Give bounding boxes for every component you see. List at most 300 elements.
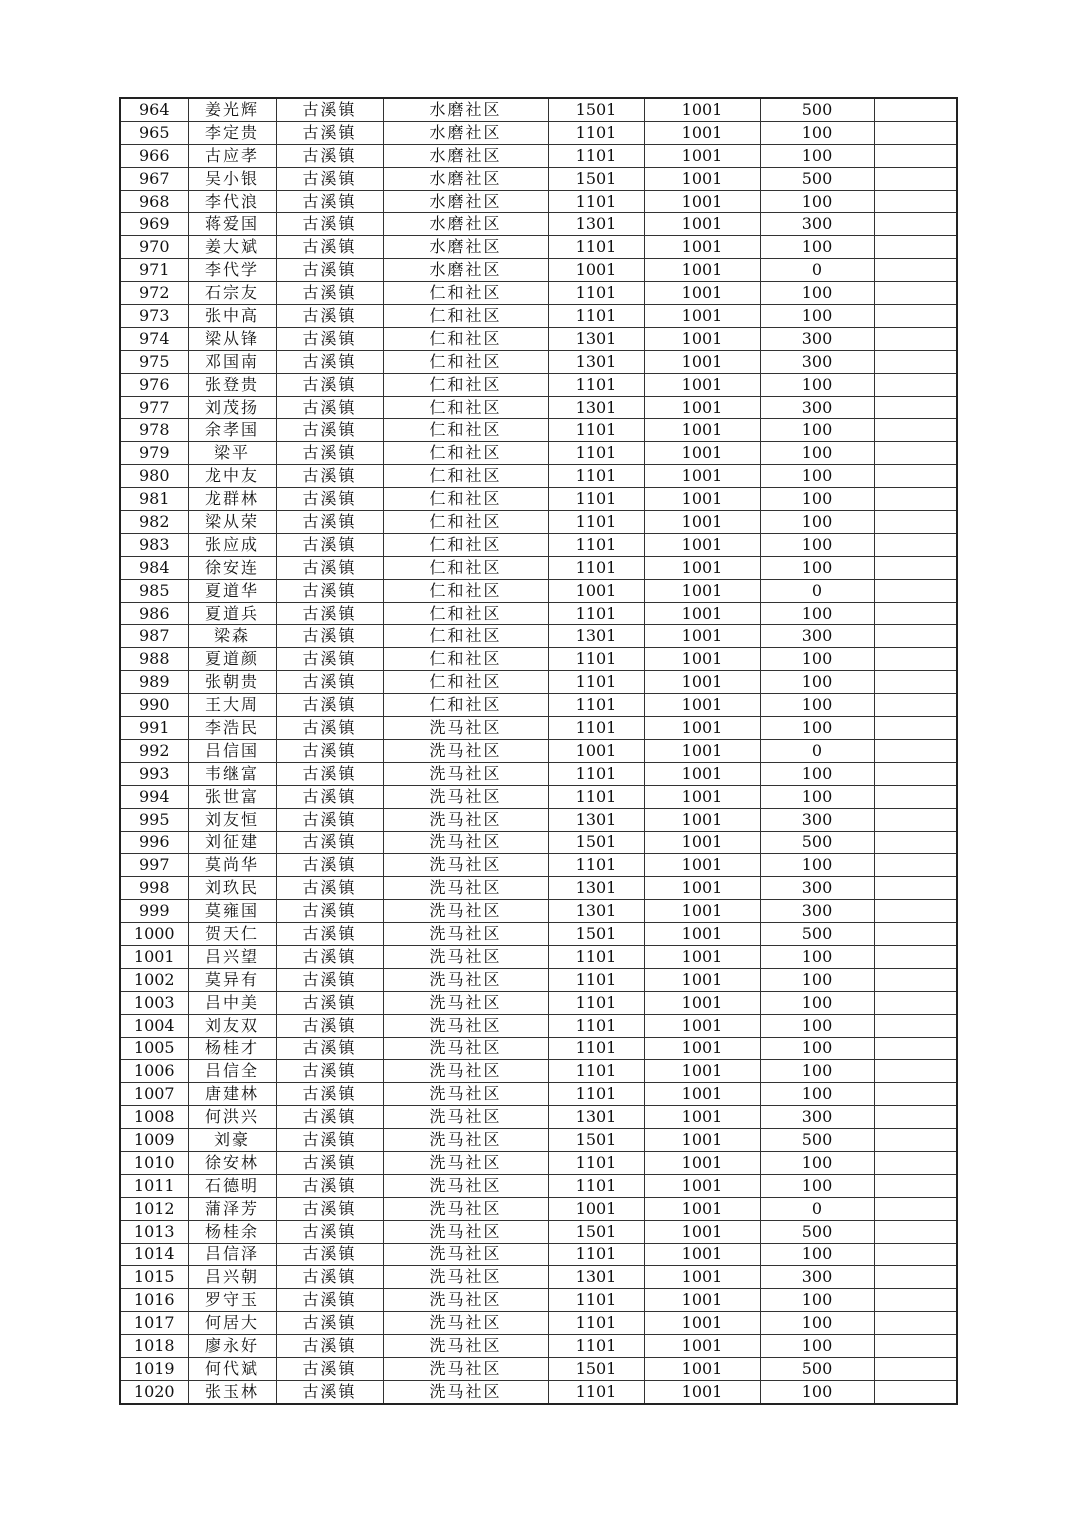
person-name-cell: 夏道兵 (188, 602, 276, 625)
table-row (120, 190, 957, 213)
value-b-cell: 1001 (644, 373, 760, 396)
row-number-cell: 977 (120, 396, 188, 419)
remark-cell (874, 1380, 957, 1403)
community-name-cell: 洗马社区 (383, 1197, 548, 1220)
remark-cell (874, 213, 957, 236)
value-a-cell: 1101 (548, 1289, 644, 1312)
amount-cell: 100 (760, 648, 874, 671)
remark-cell (874, 991, 957, 1014)
remark-cell (874, 167, 957, 190)
value-b-cell: 1001 (644, 396, 760, 419)
amount-cell: 500 (760, 831, 874, 854)
community-name-cell: 仁和社区 (383, 648, 548, 671)
value-b-cell: 1001 (644, 717, 760, 740)
row-number-cell: 1004 (120, 1014, 188, 1037)
row-number-cell: 983 (120, 533, 188, 556)
town-name-cell: 古溪镇 (276, 625, 383, 648)
table-row (120, 579, 957, 602)
amount-cell: 300 (760, 900, 874, 923)
remark-cell (874, 236, 957, 259)
remark-cell (874, 327, 957, 350)
row-number-cell: 998 (120, 877, 188, 900)
row-number-cell: 964 (120, 98, 188, 121)
value-a-cell: 1101 (548, 373, 644, 396)
table-row (120, 1037, 957, 1060)
table-row (120, 900, 957, 923)
person-name-cell: 刘征建 (188, 831, 276, 854)
amount-cell: 100 (760, 282, 874, 305)
row-number-cell: 981 (120, 488, 188, 511)
person-name-cell: 龙群林 (188, 488, 276, 511)
table-row (120, 1197, 957, 1220)
amount-cell: 300 (760, 625, 874, 648)
town-name-cell: 古溪镇 (276, 900, 383, 923)
row-number-cell: 1000 (120, 923, 188, 946)
town-name-cell: 古溪镇 (276, 1220, 383, 1243)
community-name-cell: 仁和社区 (383, 671, 548, 694)
community-name-cell: 洗马社区 (383, 854, 548, 877)
row-number-cell: 993 (120, 762, 188, 785)
person-name-cell: 廖永好 (188, 1335, 276, 1358)
community-name-cell: 仁和社区 (383, 694, 548, 717)
value-b-cell: 1001 (644, 282, 760, 305)
town-name-cell: 古溪镇 (276, 785, 383, 808)
value-b-cell: 1001 (644, 533, 760, 556)
amount-cell: 100 (760, 236, 874, 259)
remark-cell (874, 968, 957, 991)
value-a-cell: 1301 (548, 213, 644, 236)
row-number-cell: 1018 (120, 1335, 188, 1358)
person-name-cell: 梁从荣 (188, 511, 276, 534)
person-name-cell: 吕兴望 (188, 945, 276, 968)
town-name-cell: 古溪镇 (276, 1174, 383, 1197)
value-a-cell: 1101 (548, 144, 644, 167)
person-name-cell: 王大周 (188, 694, 276, 717)
town-name-cell: 古溪镇 (276, 1060, 383, 1083)
table-row (120, 648, 957, 671)
row-number-cell: 969 (120, 213, 188, 236)
person-name-cell: 李定贵 (188, 121, 276, 144)
remark-cell (874, 259, 957, 282)
row-number-cell: 974 (120, 327, 188, 350)
table-row (120, 1335, 957, 1358)
row-number-cell: 995 (120, 808, 188, 831)
town-name-cell: 古溪镇 (276, 602, 383, 625)
value-a-cell: 1101 (548, 991, 644, 1014)
value-a-cell: 1101 (548, 854, 644, 877)
town-name-cell: 古溪镇 (276, 327, 383, 350)
value-a-cell: 1501 (548, 831, 644, 854)
value-b-cell: 1001 (644, 877, 760, 900)
person-name-cell: 韦继富 (188, 762, 276, 785)
town-name-cell: 古溪镇 (276, 213, 383, 236)
remark-cell (874, 1106, 957, 1129)
value-b-cell: 1001 (644, 625, 760, 648)
table-row (120, 213, 957, 236)
amount-cell: 100 (760, 488, 874, 511)
amount-cell: 0 (760, 739, 874, 762)
remark-cell (874, 808, 957, 831)
value-b-cell: 1001 (644, 1266, 760, 1289)
community-name-cell: 水磨社区 (383, 167, 548, 190)
value-a-cell: 1101 (548, 1243, 644, 1266)
amount-cell: 0 (760, 1197, 874, 1220)
table-row (120, 602, 957, 625)
table-row (120, 945, 957, 968)
table-row (120, 1312, 957, 1335)
value-b-cell: 1001 (644, 213, 760, 236)
person-name-cell: 杨桂才 (188, 1037, 276, 1060)
remark-cell (874, 465, 957, 488)
value-b-cell: 1001 (644, 1037, 760, 1060)
community-name-cell: 洗马社区 (383, 1289, 548, 1312)
person-name-cell: 张玉林 (188, 1380, 276, 1403)
value-a-cell: 1101 (548, 190, 644, 213)
value-a-cell: 1101 (548, 1335, 644, 1358)
community-name-cell: 洗马社区 (383, 1174, 548, 1197)
table-row (120, 1129, 957, 1152)
amount-cell: 100 (760, 762, 874, 785)
amount-cell: 100 (760, 717, 874, 740)
remark-cell (874, 556, 957, 579)
table-row (120, 533, 957, 556)
remark-cell (874, 579, 957, 602)
community-name-cell: 洗马社区 (383, 1083, 548, 1106)
town-name-cell: 古溪镇 (276, 854, 383, 877)
community-name-cell: 洗马社区 (383, 1380, 548, 1403)
town-name-cell: 古溪镇 (276, 579, 383, 602)
table-row (120, 419, 957, 442)
remark-cell (874, 373, 957, 396)
value-b-cell: 1001 (644, 900, 760, 923)
row-number-cell: 1006 (120, 1060, 188, 1083)
town-name-cell: 古溪镇 (276, 1380, 383, 1403)
table-row (120, 167, 957, 190)
value-b-cell: 1001 (644, 648, 760, 671)
table-row (120, 305, 957, 328)
value-b-cell: 1001 (644, 671, 760, 694)
community-name-cell: 洗马社区 (383, 785, 548, 808)
person-name-cell: 李代浪 (188, 190, 276, 213)
person-name-cell: 夏道颜 (188, 648, 276, 671)
person-name-cell: 张朝贵 (188, 671, 276, 694)
roster-table-body (120, 98, 957, 1404)
value-a-cell: 1101 (548, 511, 644, 534)
amount-cell: 500 (760, 98, 874, 121)
town-name-cell: 古溪镇 (276, 1312, 383, 1335)
person-name-cell: 吕中美 (188, 991, 276, 1014)
table-row (120, 98, 957, 121)
table-row (120, 1151, 957, 1174)
value-a-cell: 1301 (548, 327, 644, 350)
value-b-cell: 1001 (644, 236, 760, 259)
remark-cell (874, 98, 957, 121)
value-a-cell: 1101 (548, 717, 644, 740)
community-name-cell: 水磨社区 (383, 213, 548, 236)
value-b-cell: 1001 (644, 327, 760, 350)
value-a-cell: 1101 (548, 556, 644, 579)
remark-cell (874, 1129, 957, 1152)
person-name-cell: 梁从锋 (188, 327, 276, 350)
row-number-cell: 1020 (120, 1380, 188, 1403)
table-row (120, 739, 957, 762)
community-name-cell: 洗马社区 (383, 945, 548, 968)
amount-cell: 100 (760, 1380, 874, 1403)
row-number-cell: 976 (120, 373, 188, 396)
person-name-cell: 刘豪 (188, 1129, 276, 1152)
amount-cell: 100 (760, 305, 874, 328)
person-name-cell: 张中高 (188, 305, 276, 328)
person-name-cell: 吕兴朝 (188, 1266, 276, 1289)
town-name-cell: 古溪镇 (276, 1357, 383, 1380)
value-a-cell: 1001 (548, 259, 644, 282)
amount-cell: 100 (760, 1014, 874, 1037)
value-b-cell: 1001 (644, 1335, 760, 1358)
table-row (120, 762, 957, 785)
row-number-cell: 975 (120, 350, 188, 373)
table-row (120, 465, 957, 488)
person-name-cell: 石德明 (188, 1174, 276, 1197)
value-a-cell: 1301 (548, 877, 644, 900)
amount-cell: 300 (760, 808, 874, 831)
row-number-cell: 1008 (120, 1106, 188, 1129)
community-name-cell: 仁和社区 (383, 465, 548, 488)
row-number-cell: 985 (120, 579, 188, 602)
person-name-cell: 何洪兴 (188, 1106, 276, 1129)
remark-cell (874, 350, 957, 373)
value-b-cell: 1001 (644, 579, 760, 602)
person-name-cell: 吕信泽 (188, 1243, 276, 1266)
row-number-cell: 1002 (120, 968, 188, 991)
town-name-cell: 古溪镇 (276, 1083, 383, 1106)
value-a-cell: 1101 (548, 1312, 644, 1335)
community-name-cell: 洗马社区 (383, 877, 548, 900)
table-row (120, 717, 957, 740)
table-row (120, 785, 957, 808)
amount-cell: 100 (760, 671, 874, 694)
community-name-cell: 洗马社区 (383, 1335, 548, 1358)
table-row (120, 877, 957, 900)
remark-cell (874, 1037, 957, 1060)
table-row (120, 350, 957, 373)
community-name-cell: 仁和社区 (383, 350, 548, 373)
remark-cell (874, 671, 957, 694)
remark-cell (874, 831, 957, 854)
table-row (120, 488, 957, 511)
community-name-cell: 洗马社区 (383, 1106, 548, 1129)
remark-cell (874, 282, 957, 305)
amount-cell: 100 (760, 694, 874, 717)
table-row (120, 556, 957, 579)
table-row (120, 671, 957, 694)
community-name-cell: 洗马社区 (383, 991, 548, 1014)
value-b-cell: 1001 (644, 945, 760, 968)
value-b-cell: 1001 (644, 1197, 760, 1220)
value-a-cell: 1101 (548, 1060, 644, 1083)
table-row (120, 854, 957, 877)
town-name-cell: 古溪镇 (276, 144, 383, 167)
community-name-cell: 仁和社区 (383, 556, 548, 579)
value-b-cell: 1001 (644, 259, 760, 282)
row-number-cell: 970 (120, 236, 188, 259)
value-b-cell: 1001 (644, 1357, 760, 1380)
town-name-cell: 古溪镇 (276, 1129, 383, 1152)
row-number-cell: 984 (120, 556, 188, 579)
community-name-cell: 洗马社区 (383, 1266, 548, 1289)
community-name-cell: 仁和社区 (383, 419, 548, 442)
amount-cell: 100 (760, 1243, 874, 1266)
community-name-cell: 洗马社区 (383, 1357, 548, 1380)
town-name-cell: 古溪镇 (276, 762, 383, 785)
community-name-cell: 仁和社区 (383, 282, 548, 305)
remark-cell (874, 648, 957, 671)
value-b-cell: 1001 (644, 1174, 760, 1197)
town-name-cell: 古溪镇 (276, 556, 383, 579)
remark-cell (874, 1312, 957, 1335)
remark-cell (874, 442, 957, 465)
person-name-cell: 邓国南 (188, 350, 276, 373)
remark-cell (874, 602, 957, 625)
amount-cell: 100 (760, 373, 874, 396)
row-number-cell: 979 (120, 442, 188, 465)
remark-cell (874, 488, 957, 511)
remark-cell (874, 1357, 957, 1380)
row-number-cell: 996 (120, 831, 188, 854)
remark-cell (874, 190, 957, 213)
town-name-cell: 古溪镇 (276, 259, 383, 282)
community-name-cell: 洗马社区 (383, 923, 548, 946)
amount-cell: 300 (760, 1106, 874, 1129)
community-name-cell: 仁和社区 (383, 442, 548, 465)
row-number-cell: 1014 (120, 1243, 188, 1266)
person-name-cell: 夏道华 (188, 579, 276, 602)
row-number-cell: 978 (120, 419, 188, 442)
value-b-cell: 1001 (644, 1220, 760, 1243)
amount-cell: 100 (760, 190, 874, 213)
remark-cell (874, 419, 957, 442)
row-number-cell: 967 (120, 167, 188, 190)
value-b-cell: 1001 (644, 419, 760, 442)
remark-cell (874, 1243, 957, 1266)
person-name-cell: 莫雍国 (188, 900, 276, 923)
row-number-cell: 982 (120, 511, 188, 534)
person-name-cell: 罗守玉 (188, 1289, 276, 1312)
remark-cell (874, 305, 957, 328)
person-name-cell: 徐安连 (188, 556, 276, 579)
value-b-cell: 1001 (644, 121, 760, 144)
amount-cell: 100 (760, 1312, 874, 1335)
value-a-cell: 1101 (548, 305, 644, 328)
remark-cell (874, 1014, 957, 1037)
remark-cell (874, 1083, 957, 1106)
value-a-cell: 1101 (548, 602, 644, 625)
town-name-cell: 古溪镇 (276, 808, 383, 831)
row-number-cell: 968 (120, 190, 188, 213)
person-name-cell: 蒋爱国 (188, 213, 276, 236)
town-name-cell: 古溪镇 (276, 236, 383, 259)
remark-cell (874, 877, 957, 900)
person-name-cell: 梁森 (188, 625, 276, 648)
table-row (120, 1380, 957, 1403)
table-row (120, 991, 957, 1014)
person-name-cell: 蒲泽芳 (188, 1197, 276, 1220)
value-b-cell: 1001 (644, 167, 760, 190)
value-b-cell: 1001 (644, 190, 760, 213)
amount-cell: 100 (760, 121, 874, 144)
town-name-cell: 古溪镇 (276, 877, 383, 900)
value-a-cell: 1101 (548, 465, 644, 488)
value-b-cell: 1001 (644, 968, 760, 991)
person-name-cell: 吕信国 (188, 739, 276, 762)
person-name-cell: 古应孝 (188, 144, 276, 167)
town-name-cell: 古溪镇 (276, 694, 383, 717)
value-a-cell: 1101 (548, 671, 644, 694)
person-name-cell: 刘茂扬 (188, 396, 276, 419)
remark-cell (874, 511, 957, 534)
value-b-cell: 1001 (644, 1151, 760, 1174)
person-name-cell: 吴小银 (188, 167, 276, 190)
value-b-cell: 1001 (644, 144, 760, 167)
amount-cell: 100 (760, 785, 874, 808)
amount-cell: 300 (760, 350, 874, 373)
amount-cell: 300 (760, 213, 874, 236)
community-name-cell: 水磨社区 (383, 236, 548, 259)
amount-cell: 100 (760, 1151, 874, 1174)
town-name-cell: 古溪镇 (276, 465, 383, 488)
table-row (120, 968, 957, 991)
town-name-cell: 古溪镇 (276, 419, 383, 442)
value-a-cell: 1001 (548, 579, 644, 602)
remark-cell (874, 1266, 957, 1289)
row-number-cell: 980 (120, 465, 188, 488)
row-number-cell: 966 (120, 144, 188, 167)
amount-cell: 100 (760, 442, 874, 465)
community-name-cell: 洗马社区 (383, 1243, 548, 1266)
remark-cell (874, 1060, 957, 1083)
table-row (120, 1060, 957, 1083)
table-row (120, 1106, 957, 1129)
amount-cell: 100 (760, 945, 874, 968)
town-name-cell: 古溪镇 (276, 98, 383, 121)
row-number-cell: 997 (120, 854, 188, 877)
table-row (120, 625, 957, 648)
town-name-cell: 古溪镇 (276, 305, 383, 328)
person-name-cell: 龙中友 (188, 465, 276, 488)
table-row (120, 442, 957, 465)
value-b-cell: 1001 (644, 511, 760, 534)
amount-cell: 100 (760, 511, 874, 534)
amount-cell: 100 (760, 144, 874, 167)
town-name-cell: 古溪镇 (276, 533, 383, 556)
value-a-cell: 1101 (548, 1083, 644, 1106)
value-a-cell: 1101 (548, 1174, 644, 1197)
town-name-cell: 古溪镇 (276, 671, 383, 694)
value-a-cell: 1301 (548, 396, 644, 419)
town-name-cell: 古溪镇 (276, 831, 383, 854)
community-name-cell: 洗马社区 (383, 717, 548, 740)
amount-cell: 100 (760, 1060, 874, 1083)
community-name-cell: 洗马社区 (383, 1312, 548, 1335)
remark-cell (874, 1197, 957, 1220)
value-b-cell: 1001 (644, 1129, 760, 1152)
community-name-cell: 仁和社区 (383, 579, 548, 602)
table-row (120, 694, 957, 717)
value-a-cell: 1101 (548, 121, 644, 144)
value-b-cell: 1001 (644, 465, 760, 488)
table-row (120, 373, 957, 396)
amount-cell: 500 (760, 923, 874, 946)
town-name-cell: 古溪镇 (276, 442, 383, 465)
